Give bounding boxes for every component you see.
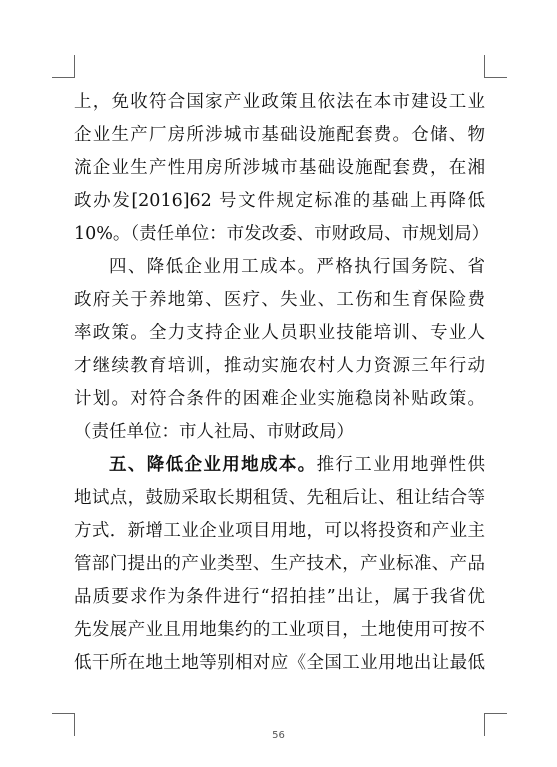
text-line: 地试点，鼓励采取长期租赁、先租后让、租让结合等	[74, 488, 485, 508]
section-4-first-line: 四、降低企业用工成本。严格执行国务院、省	[109, 257, 485, 277]
text-line: 计划。对符合条件的困难企业实施稳岗补贴政策。	[74, 389, 485, 409]
page-number: 56	[272, 730, 285, 741]
text-line: 才继续教育培训，推动实施农村人力资源三年行动	[74, 356, 485, 376]
text-line: （责任单位：市人社局、市财政局）	[74, 422, 354, 442]
text-line: 上，免收符合国家产业政策且依法在本市建设工业	[74, 92, 485, 112]
crop-mark-top-right	[484, 55, 507, 78]
document-body	[74, 86, 490, 680]
text-line: 政府关于养地第、医疗、失业、工伤和生育保险费	[74, 290, 485, 310]
text-line: 低干所在地土地等别相对应《全国工业用地出让最低	[74, 653, 485, 673]
text-line: 方式．新增工业企业项目用地，可以将投资和产业主	[74, 521, 485, 541]
text-line: 10%。（责任单位：市发改委、市财政局、市规划局）	[74, 224, 490, 244]
section-5-first-line	[74, 449, 485, 482]
text-line: 先发展产业且用地集约的工业项目，土地使用可按不	[74, 620, 485, 640]
section-5-heading: 五、降低企业用地成本。	[109, 455, 317, 475]
text-line: 率政策。全力支持企业人员职业技能培训、专业人	[74, 323, 485, 343]
text-line: 品质要求作为条件进行“招拍挂”出让，属于我省优	[74, 587, 485, 607]
text-line: 流企业生产性用房所涉城市基础设施配套费，在湘	[74, 158, 485, 178]
crop-mark-top-left	[52, 55, 75, 78]
text-line: 管部门提出的产业类型、生产技术，产业标准、产品	[74, 554, 485, 574]
section-5-text: 推行工业用地弹性供	[316, 455, 486, 475]
text-line: 企业生产厂房所涉城市基础设施配套费。仓储、物	[74, 125, 485, 145]
text-line: 政办发[2016]62 号文件规定标准的基础上再降低	[74, 191, 485, 211]
